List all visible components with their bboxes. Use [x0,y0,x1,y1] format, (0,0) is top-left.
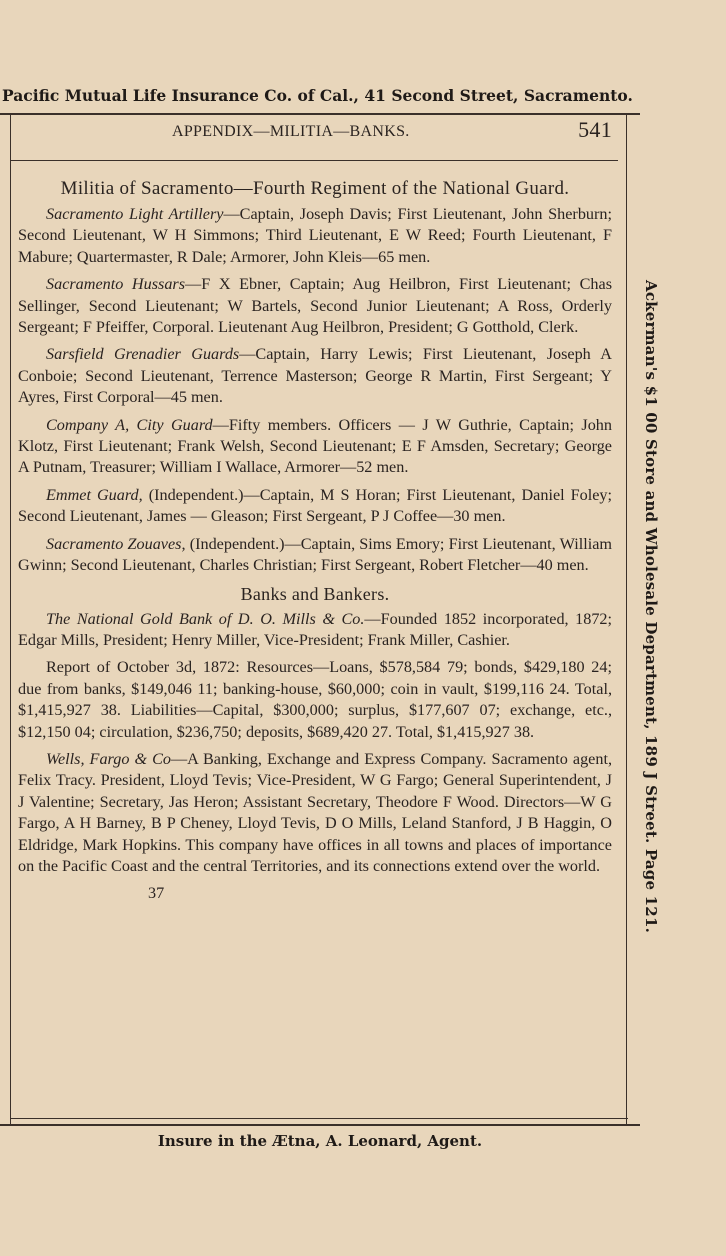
page-content [18,178,612,911]
entry-text: (Independent.)—Captain, Sims Emory; First Lieutenant, William Gwinn; Second Lieutenant, Charles Christian; First Sergeant, Robert Fletcher—40 men. [18,534,613,575]
top-advertisement: Pacific Mutual Life Insurance Co. of Cal., 41 Second Street, Sacramento. [2,86,633,105]
entry-text: —Fifty members. Officers — J W Guthrie, Captain; John Klotz, First Lieutenant; Frank Welsh, Second Lieutenant; E F Amsden, Secretary; George A Putnam, Treasurer; William I Wallace, Armorer—52 men. [18,415,612,477]
bottom-rule [0,1124,640,1126]
running-title: APPENDIX—MILITIA—BANKS. [172,123,410,140]
entry-name: The National Gold Bank of D. O. Mills & Co. [46,609,365,628]
entry-text: —F X Ebner, Captain; Aug Heilbron, First Lieutenant; Chas Sellinger, Second Lieutenant; W Bartels, Second Junior Lieutenant; A Ross, Orderly Sergeant; F Pfeiffer, Corporal. Lieutenant Aug Heilbron, President; G Gotthold, Clerk. [18,275,613,337]
entry-text: Report of October 3d, 1872: Resources—Loans, $578,584 79; bonds, $429,180 24; due from banks, $149,046 11; banking-house, $60,000; coin in vault, $199,116 24. Total, $1,415,927 38. Liabilities—Capital, $300,000; surplus, $177,607 07; exchange, etc., $12,150 04; circulation, $236,750; deposits, $689,420 27. Total, $1,415,927 38. [18,658,612,741]
entry-text: (Independent.)—Captain, M S Horan; First Lieutenant, Daniel Foley; Second Lieutenant, James — Gleason; First Sergeant, P J Coffee—30 men. [18,485,613,526]
entry-name: Sacramento Zouaves, [46,534,186,553]
bottom-advertisement: Insure in the Ætna, A. Leonard, Agent. [157,1132,483,1150]
militia-entry [18,485,612,528]
militia-entry [18,415,612,479]
entry-name: Company A, City Guard [46,415,213,434]
banks-heading: Banks and Bankers. [240,583,390,604]
militia-entry [18,344,612,408]
page-number: 541 [578,117,612,142]
bank-report [18,657,612,743]
bank-entry [18,749,612,877]
entry-text: —Captain, Harry Lewis; First Lieutenant, Joseph A Conboie; Second Lieutenant, Terrence Masterson; George R Martin, First Sergeant; Y Ayres, First Corporal—45 men. [18,345,612,407]
entry-name: Sacramento Light Artillery [46,205,224,223]
entry-name: Sarsfield Grenadier Guards [46,345,240,364]
militia-entry [18,204,612,268]
right-border [626,113,627,1125]
entry-name: Sacramento Hussars [46,275,186,294]
left-border [10,113,11,1125]
militia-entry [18,534,612,577]
entry-name: Wells, Fargo & Co [46,749,171,768]
militia-heading: Militia of Sacramento—Fourth Regiment of the National Guard. [60,178,570,199]
signature-mark: 37 [148,884,165,903]
entry-text: —Founded 1852 incorporated, 1872; Edgar Mills, President; Henry Miller, Vice-President; Frank Miller, Cashier. [18,609,613,649]
top-rule [0,113,640,115]
side-advertisement: Ackerman's $1 00 Store and Wholesale Department, 189 J Street. Page 121. [642,280,660,933]
running-head [172,117,612,142]
militia-entry [18,274,612,338]
entry-text: —A Banking, Exchange and Express Company. Sacramento agent, Felix Tracy. President, Lloyd Tevis; Vice-President, W G Fargo; General Superintendent, J J Valentine; Secretary, Jas Heron; Assistant Secretary, Theodore F Wood. Directors—W G Fargo, A H Barney, B P Cheney, Lloyd Tevis, D O Mills, Leland Stanford, J B Haggin, O Eldridge, Mark Hopkins. This company have offices in all towns and places of importance on the Pacific Coast and the central Territories, and its connections extend over the world. [18,749,613,875]
bank-entry [18,609,612,652]
footer-rule-inner [10,1118,628,1119]
entry-name: Emmet Guard, [46,485,143,504]
header-rule [10,160,618,161]
entry-text: —Captain, Joseph Davis; First Lieutenant, John Sherburn; Second Lieutenant, W H Simmons; Third Lieutenant, E W Reed; Fourth Lieutenant, F Mabure; Quartermaster, R Dale; Armorer, John Kleis—65 men. [18,205,612,266]
